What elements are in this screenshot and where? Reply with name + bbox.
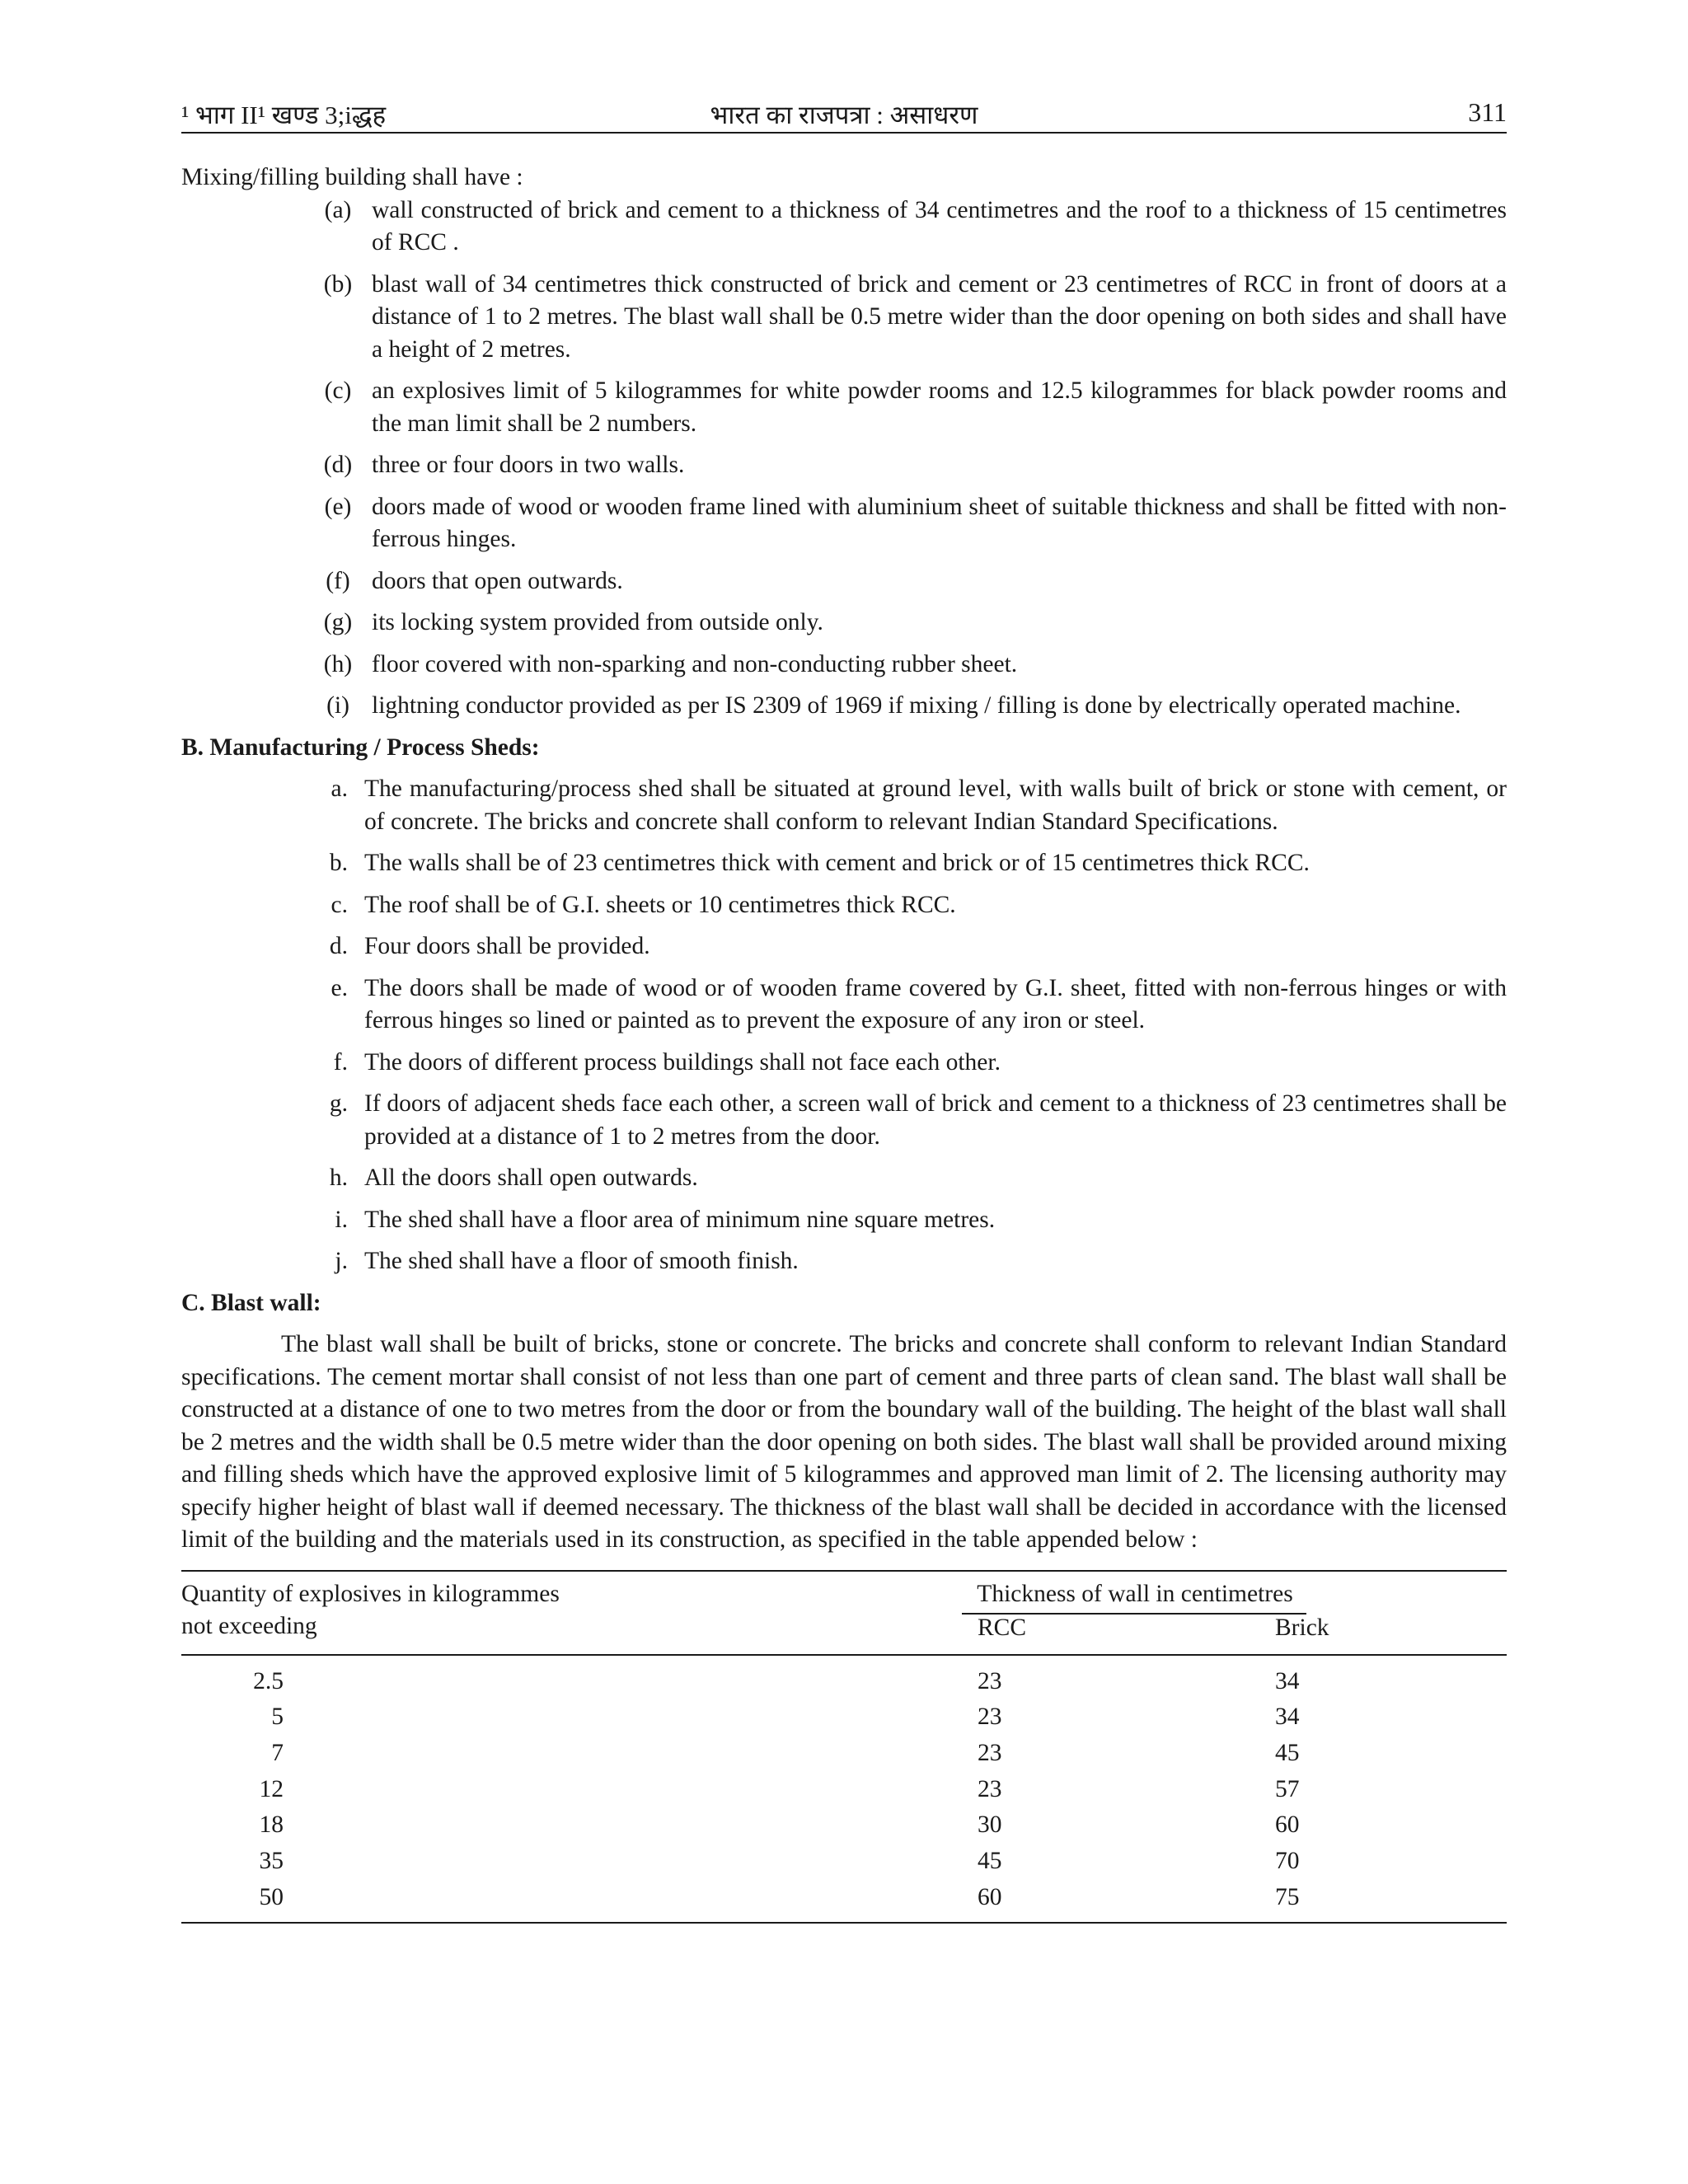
- item-text: Four doors shall be provided.: [364, 933, 650, 959]
- section-b-heading: B. Manufacturing / Process Sheds:: [181, 733, 540, 761]
- item-text: The roof shall be of G.I. sheets or 10 centimetres thick RCC.: [364, 891, 956, 918]
- cell-rcc: 23: [978, 1775, 1002, 1802]
- list-item: [181, 773, 1507, 838]
- list-item: [181, 1047, 1507, 1080]
- item-marker: f.: [333, 1048, 348, 1076]
- item-marker: c.: [331, 891, 348, 918]
- list-item: [181, 972, 1507, 1038]
- item-marker: d.: [329, 933, 348, 959]
- list-item: [181, 1162, 1507, 1195]
- header-gazette-title: भारत का राजपत्रा : असाधरण: [710, 101, 978, 129]
- table-bottom-rule: [181, 1922, 1507, 1924]
- item-marker: (c): [324, 377, 352, 404]
- item-text: wall constructed of brick and cement to a thickness of 34 centimetres and the roof to a thickness of 15 centimetres of RCC .: [372, 196, 1507, 255]
- item-marker: (e): [324, 493, 352, 520]
- cell-rcc: 30: [978, 1811, 1002, 1839]
- header-thickness: Thickness of wall in centimetres: [977, 1580, 1293, 1607]
- item-text: lightning conductor provided as per IS 2309 of 1969 if mixing / filling is done by electrically operated machine.: [372, 692, 1461, 719]
- item-text: The shed shall have a floor of smooth finish.: [364, 1248, 799, 1274]
- list-item: [181, 1245, 1507, 1278]
- item-text: doors made of wood or wooden frame lined with aluminium sheet of suitable thickness and shall be fitted with non-ferrous hinges.: [372, 493, 1507, 552]
- header-rcc: RCC: [978, 1614, 1027, 1641]
- cell-brick: 45: [1275, 1739, 1300, 1766]
- header-quantity-line1: Quantity of explosives in kilogrammes: [181, 1580, 560, 1607]
- cell-brick: 34: [1275, 1704, 1300, 1731]
- list-item: [181, 269, 1507, 367]
- table-row: [181, 1666, 1507, 1702]
- item-text: The manufacturing/process shed shall be situated at ground level, with walls built of brick or stone with cement, or of concrete. The bricks and concrete shall conform to relevant Indian Standard Specifications.: [364, 776, 1507, 835]
- cell-quantity: 7: [271, 1739, 284, 1766]
- cell-rcc: 60: [978, 1883, 1002, 1910]
- table-row: [181, 1737, 1507, 1774]
- list-item: [181, 607, 1507, 640]
- item-marker: (g): [323, 609, 353, 635]
- item-text: its locking system provided from outside only.: [372, 609, 823, 635]
- list-item: [181, 491, 1507, 556]
- section-a-list: [181, 194, 1507, 723]
- cell-quantity: 12: [259, 1775, 284, 1802]
- header-rule: [181, 132, 1507, 134]
- cell-quantity: 50: [259, 1883, 284, 1910]
- cell-rcc: 23: [978, 1667, 1002, 1694]
- item-marker: (b): [323, 270, 353, 298]
- item-text: three or four doors in two walls.: [372, 452, 685, 478]
- table-body: [181, 1656, 1507, 1923]
- cell-quantity: 2.5: [253, 1667, 284, 1694]
- item-text: The doors shall be made of wood or of wooden frame covered by G.I. sheet, fitted with non-ferrous hinges or with ferrous hinges so lined or painted as to prevent the exposure of any iron or steel.: [364, 974, 1507, 1033]
- item-marker: j.: [335, 1248, 348, 1274]
- cell-rcc: 45: [978, 1847, 1002, 1874]
- header-part-section: ¹ भाग II¹ खण्ड 3;iद्धह: [181, 101, 387, 129]
- section-c-heading: C. Blast wall:: [181, 1289, 321, 1316]
- page-number: 311: [1468, 97, 1507, 127]
- item-marker: (a): [324, 196, 352, 223]
- item-marker: g.: [329, 1090, 348, 1117]
- list-item: [181, 847, 1507, 880]
- item-text: All the doors shall open outwards.: [364, 1165, 698, 1191]
- list-item: [181, 194, 1507, 260]
- section-b-list: [181, 773, 1507, 1278]
- cell-brick: 34: [1275, 1667, 1300, 1694]
- item-text: an explosives limit of 5 kilogrammes for white powder rooms and 12.5 kilogrammes for black powder rooms and the man limit shall be 2 numbers.: [372, 377, 1507, 437]
- list-item: [181, 889, 1507, 922]
- section-c-paragraph: The blast wall shall be built of bricks, stone or concrete. The bricks and concrete shall conform to relevant Indian Standard specifications. The cement mortar shall consist of not less than one part of cement and three parts of clean sand. The blast wall shall be constructed at a distance of one to two metres from the door or from the boundary wall of the building. The height of the blast wall shall be 2 metres and the width shall be 0.5 metre wider than the door opening on both sides. The blast wall shall be provided around mixing and filling sheds which have the approved explosive limit of 5 kilogrammes and approved man limit of 2. The licensing authority may specify higher height of blast wall if deemed necessary. The thickness of the blast wall shall be decided in accordance with the licensed limit of the building and the materials used in its construction, as specified in the table appended below :: [181, 1331, 1507, 1553]
- table-row: [181, 1882, 1507, 1918]
- list-item: [181, 649, 1507, 682]
- list-item: [181, 1204, 1507, 1237]
- table-header: [181, 1572, 1507, 1654]
- item-marker: b.: [329, 850, 348, 876]
- table-row: [181, 1809, 1507, 1845]
- cell-quantity: 35: [259, 1847, 284, 1874]
- section-a-intro: Mixing/filling building shall have :: [181, 164, 523, 190]
- item-marker: (f): [326, 567, 350, 594]
- list-item: [181, 375, 1507, 440]
- item-marker: (i): [326, 692, 349, 719]
- list-item: [181, 690, 1507, 723]
- item-text: The doors of different process buildings shall not face each other.: [364, 1048, 1001, 1076]
- blast-wall-table: [181, 1570, 1507, 1924]
- cell-quantity: 5: [271, 1704, 284, 1731]
- header-brick: Brick: [1275, 1614, 1329, 1641]
- header-quantity: [181, 1578, 676, 1643]
- list-item: [181, 565, 1507, 598]
- item-text: The walls shall be of 23 centimetres thick with cement and brick or of 15 centimetres thick RCC.: [364, 850, 1310, 876]
- list-item: [181, 930, 1507, 963]
- header-quantity-line2: not exceeding: [181, 1613, 317, 1639]
- cell-brick: 60: [1275, 1811, 1300, 1839]
- table-row: [181, 1845, 1507, 1882]
- item-text: If doors of adjacent sheds face each other, a screen wall of brick and cement to a thickness of 23 centimetres shall be provided at a distance of 1 to 2 metres from the door.: [364, 1090, 1507, 1150]
- page-content: [181, 162, 1507, 1924]
- cell-brick: 57: [1275, 1775, 1300, 1802]
- cell-brick: 75: [1275, 1883, 1300, 1910]
- list-item: [181, 449, 1507, 482]
- list-item: [181, 1088, 1507, 1153]
- item-marker: e.: [331, 974, 348, 1001]
- table-row: [181, 1701, 1507, 1737]
- cell-quantity: 18: [259, 1811, 284, 1839]
- table-row: [181, 1774, 1507, 1810]
- item-marker: h.: [329, 1165, 348, 1191]
- item-marker: (d): [323, 452, 353, 478]
- item-marker: i.: [335, 1206, 348, 1233]
- item-text: blast wall of 34 centimetres thick constructed of brick and cement or 23 centimetres of RCC in front of doors at a distance of 1 to 2 metres. The blast wall shall be 0.5 metre wider than the door opening on both sides and shall have a height of 2 metres.: [372, 270, 1507, 363]
- page-header: [181, 97, 1507, 134]
- item-marker: (h): [323, 650, 353, 677]
- cell-brick: 70: [1275, 1847, 1300, 1874]
- cell-rcc: 23: [978, 1704, 1002, 1731]
- cell-rcc: 23: [978, 1739, 1002, 1766]
- item-text: doors that open outwards.: [372, 567, 623, 594]
- item-text: The shed shall have a floor area of minimum nine square metres.: [364, 1206, 996, 1233]
- item-text: floor covered with non-sparking and non-conducting rubber sheet.: [372, 650, 1018, 677]
- item-marker: a.: [331, 776, 348, 802]
